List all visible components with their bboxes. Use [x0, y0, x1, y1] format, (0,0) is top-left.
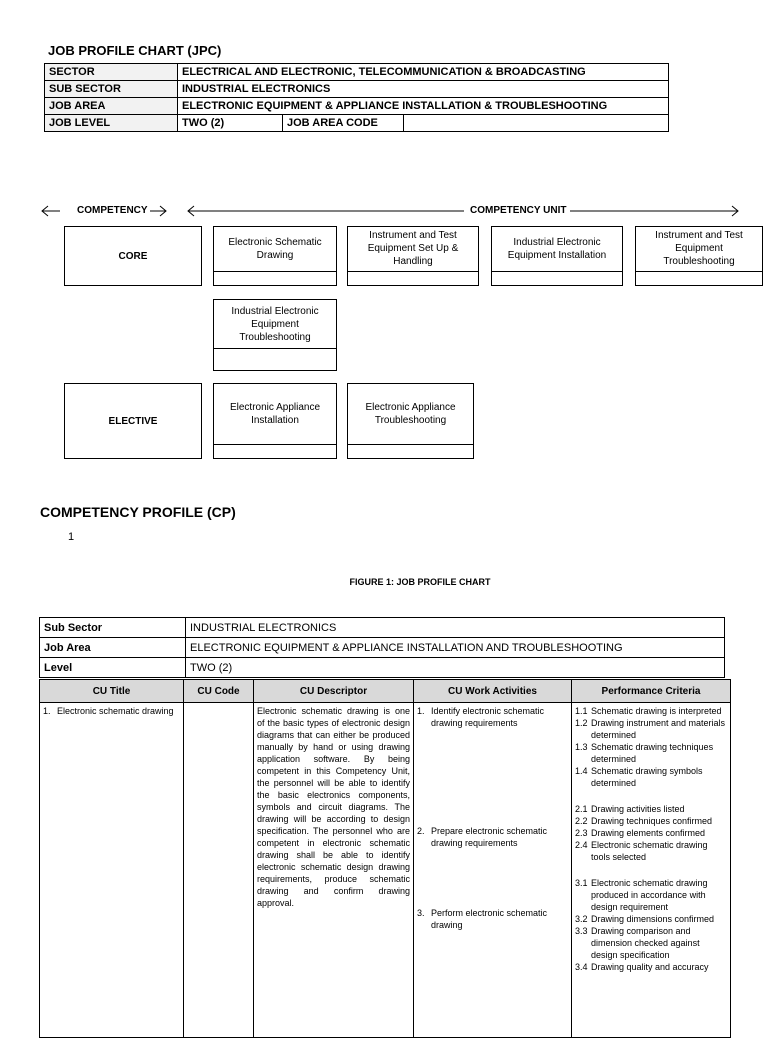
- criterion: [575, 961, 727, 973]
- criterion-text: Drawing dimensions confirmed: [591, 914, 715, 924]
- criterion-number: 1.3: [575, 742, 588, 752]
- core-unit-label: Industrial Electronic Equipment Troubleshooting: [231, 305, 319, 343]
- criterion-text: Drawing instrument and materials determined: [591, 718, 726, 740]
- work-activity: [417, 825, 568, 849]
- criterion-text: Drawing techniques confirmed: [591, 816, 713, 826]
- elective-unit-label: Electronic Appliance Troubleshooting: [365, 402, 456, 426]
- sub-sector-value: INDUSTRIAL ELECTRONICS: [178, 81, 669, 98]
- cp-table: [39, 679, 731, 1038]
- criterion-number: 3.3: [575, 926, 588, 936]
- activity-number: 3.: [417, 908, 425, 918]
- elective-unit-card: [347, 383, 474, 459]
- criterion-number: 3.1: [575, 878, 588, 888]
- criterion: [575, 765, 727, 789]
- elective-unit-code-cell: [214, 444, 336, 458]
- criterion-number: 1.4: [575, 766, 588, 776]
- activity-text: Identify electronic schematic drawing requirements: [431, 706, 545, 728]
- criterion: [575, 705, 727, 717]
- job-area-label: JOB AREA: [45, 98, 178, 115]
- cu-code-cell: [184, 703, 254, 1038]
- elective-unit-code-cell: [348, 444, 473, 458]
- cp-job-area-value: ELECTRONIC EQUIPMENT & APPLIANCE INSTALLATION AND TROUBLESHOOTING: [186, 638, 725, 658]
- cp-sub-sector-value: INDUSTRIAL ELECTRONICS: [186, 618, 725, 638]
- job-level-value: TWO (2): [178, 115, 283, 132]
- col-header: Performance Criteria: [572, 680, 731, 703]
- cu-descriptor: Electronic schematic drawing is one of the basic types of electronic design diagrams that can either be produced manually by hand or using drawing application software. By being competent in this Competency Unit, the personnel will be able to identify the basic electronics components, symbols and circuit diagrams. The drawing will be according to design specification. The personnel who are competent in electronic schematic drawing shall be able to identify electronic schematic design drawing requirements, produce schematic drawing and confirm drawing approval.: [254, 703, 414, 1038]
- criterion: [575, 815, 727, 827]
- col-header: CU Title: [40, 680, 184, 703]
- competency-unit-label: COMPETENCY UNIT: [470, 205, 567, 216]
- core-unit-card: [213, 226, 337, 286]
- activity-number: 2.: [417, 826, 425, 836]
- elective-unit-label: Electronic Appliance Installation: [229, 402, 321, 426]
- criterion-number: 3.2: [575, 914, 588, 924]
- criterion-text: Drawing activities listed: [591, 804, 685, 814]
- core-unit-code-cell: [636, 271, 762, 285]
- core-unit-card: [347, 226, 479, 286]
- activity-text: Prepare electronic schematic drawing requirements: [431, 826, 548, 848]
- job-area-value: ELECTRONIC EQUIPMENT & APPLIANCE INSTALLATION & TROUBLESHOOTING: [178, 98, 669, 115]
- job-area-code-value: [404, 115, 669, 132]
- competency-label: COMPETENCY: [77, 205, 148, 216]
- criterion-text: Electronic schematic drawing produced in accordance with design requirement: [591, 878, 708, 912]
- criterion-number: 2.4: [575, 840, 588, 850]
- core-unit-label: Electronic Schematic Drawing: [228, 236, 322, 261]
- core-unit-code-cell: [492, 271, 622, 285]
- criterion: [575, 877, 727, 913]
- cu-title: [43, 705, 180, 717]
- cp-sub-sector-label: Sub Sector: [40, 618, 186, 638]
- criterion: [575, 803, 727, 815]
- cp-header-table: [39, 617, 725, 678]
- figure-caption: FIGURE 1: JOB PROFILE CHART: [349, 577, 491, 587]
- criterion-number: 2.3: [575, 828, 588, 838]
- job-area-code-label: JOB AREA CODE: [283, 115, 404, 132]
- sector-value: ELECTRICAL AND ELECTRONIC, TELECOMMUNICATION & BROADCASTING: [178, 64, 669, 81]
- sub-sector-label: SUB SECTOR: [45, 81, 178, 98]
- criterion: [575, 839, 727, 863]
- sector-label: SECTOR: [45, 64, 178, 81]
- core-unit-code-cell: [214, 348, 336, 370]
- cu-title-cell: [40, 703, 184, 1038]
- jpc-table: [44, 63, 669, 132]
- criterion-number: 3.4: [575, 962, 588, 972]
- jpc-title: JOB PROFILE CHART (JPC): [48, 43, 222, 58]
- criterion-text: Schematic drawing symbols determined: [591, 766, 703, 788]
- criterion-text: Drawing comparison and dimension checked against design specification: [591, 926, 700, 960]
- core-unit-label: Instrument and Test Equipment Set Up & Handling: [367, 230, 459, 267]
- criterion-text: Drawing elements confirmed: [591, 828, 706, 838]
- cp-level-label: Level: [40, 658, 186, 678]
- core-unit-code-cell: [348, 271, 478, 285]
- criterion: [575, 827, 727, 839]
- core-unit-label: Industrial Electronic Equipment Installation: [507, 236, 607, 261]
- cp-job-area-label: Job Area: [40, 638, 186, 658]
- work-activity: [417, 907, 568, 931]
- col-header: CU Code: [184, 680, 254, 703]
- col-header: CU Descriptor: [254, 680, 414, 703]
- activity-text: Perform electronic schematic drawing: [431, 908, 548, 930]
- criterion-text: Schematic drawing techniques determined: [591, 742, 714, 764]
- criterion-number: 1.1: [575, 706, 588, 716]
- criterion: [575, 741, 727, 765]
- core-unit-card: [491, 226, 623, 286]
- work-activity: [417, 705, 568, 729]
- core-category: CORE: [64, 226, 202, 286]
- core-unit-label: Instrument and Test Equipment Troubleshooting: [655, 230, 743, 267]
- elective-unit-card: [213, 383, 337, 459]
- performance-criteria: [572, 703, 731, 1038]
- cu-work-activities: [414, 703, 572, 1038]
- core-unit-code-cell: [214, 271, 336, 285]
- activity-number: 1.: [417, 706, 425, 716]
- core-unit-card: [213, 299, 337, 371]
- job-level-label: JOB LEVEL: [45, 115, 178, 132]
- core-unit-card: [635, 226, 763, 286]
- col-header: CU Work Activities: [414, 680, 572, 703]
- criterion-text: Schematic drawing is interpreted: [591, 706, 722, 716]
- page-number: 1: [68, 531, 75, 543]
- criterion-text: Drawing quality and accuracy: [591, 962, 709, 972]
- table-row: [40, 703, 731, 1038]
- criterion: [575, 913, 727, 925]
- cu-title-number: 1.: [43, 706, 51, 716]
- criterion: [575, 925, 727, 961]
- elective-category: ELECTIVE: [64, 383, 202, 459]
- criterion-number: 1.2: [575, 718, 588, 728]
- cp-title: COMPETENCY PROFILE (CP): [40, 504, 236, 520]
- cu-title-text: Electronic schematic drawing: [57, 706, 174, 716]
- criterion: [575, 717, 727, 741]
- criterion-number: 2.1: [575, 804, 588, 814]
- criterion-text: Electronic schematic drawing tools selected: [591, 840, 708, 862]
- cp-level-value: TWO (2): [186, 658, 725, 678]
- criterion-number: 2.2: [575, 816, 588, 826]
